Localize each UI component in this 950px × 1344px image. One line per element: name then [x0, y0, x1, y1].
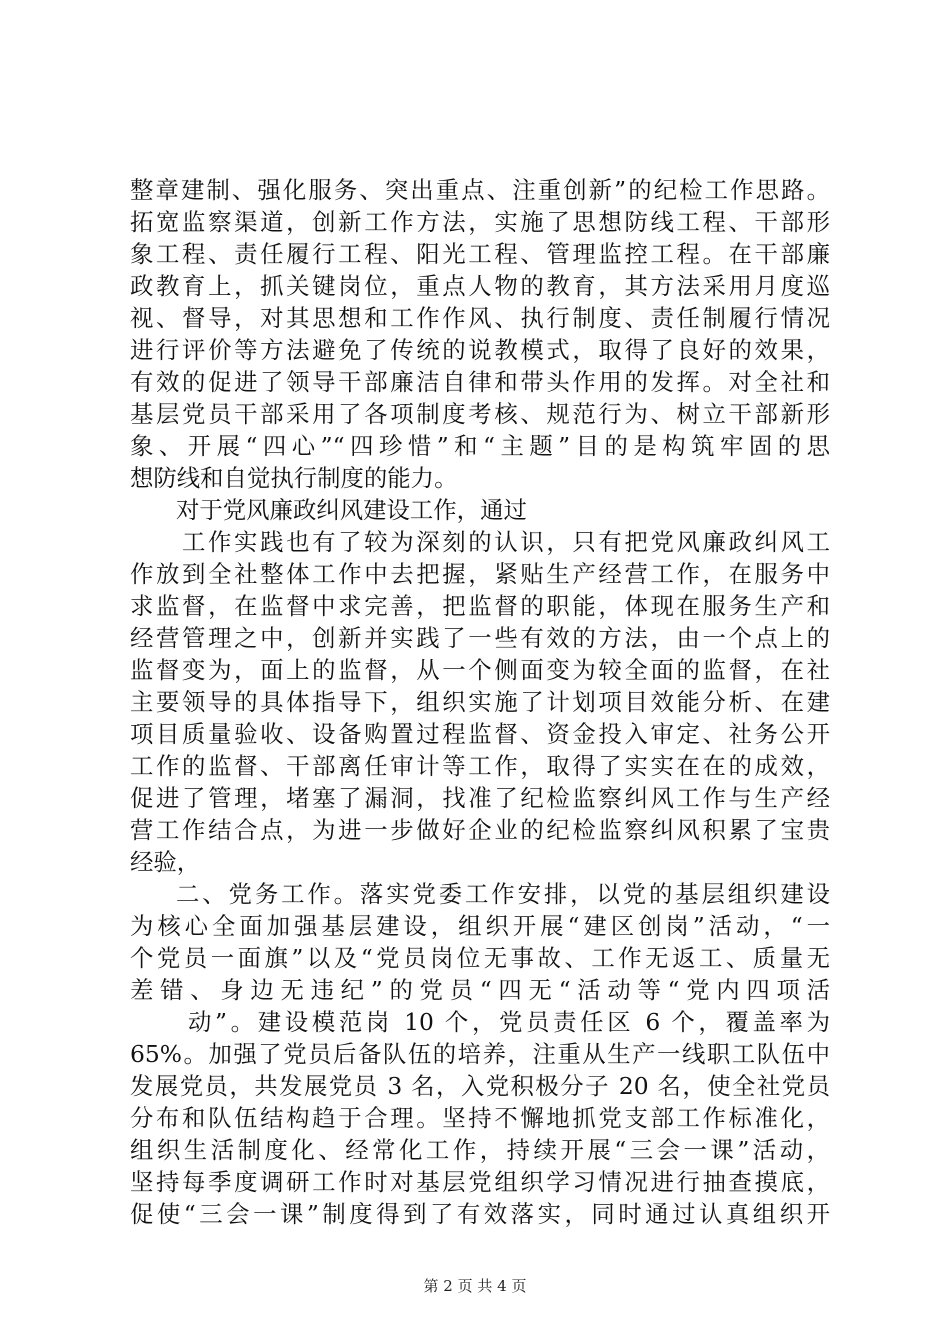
text-line: 经营管理之中，创新并实践了一些有效的方法，由一个点上的 [130, 624, 830, 652]
text-line: 坚持每季度调研工作时对基层党组织学习情况进行抽查摸底， [130, 1168, 830, 1196]
text-line: 差错、身边无违纪”的党员“四无“活动等“党内四项活 [130, 976, 830, 1004]
text-line: 想防线和自觉执行制度的能力。 [130, 464, 458, 492]
text-line: 拓宽监察渠道，创新工作方法，实施了思想防线工程、干部形 [130, 208, 830, 236]
text-line: 项目质量验收、设备购置过程监督、资金投入审定、社务公开 [130, 720, 830, 748]
text-line: 个党员一面旗”以及“党员岗位无事故、工作无返工、质量无 [130, 944, 830, 972]
text-line: 二、党务工作。落实党委工作安排，以党的基层组织建设 [176, 880, 830, 908]
text-line: 经验， [130, 848, 201, 876]
text-line: 基层党员干部采用了各项制度考核、规范行为、树立干部新形 [130, 400, 830, 428]
text-line: 进行评价等方法避免了传统的说教模式，取得了良好的效果， [130, 336, 830, 364]
text-line: 发展党员，共发展党员 3 名，入党积极分子 20 名，使全社党员 [130, 1072, 830, 1100]
text-line: 求监督，在监督中求完善，把监督的职能，体现在服务生产和 [130, 592, 830, 620]
text-line: 为核心全面加强基层建设，组织开展“建区创岗”活动，“一 [130, 912, 830, 940]
text-line: 促进了管理，堵塞了漏洞，找准了纪检监察纠风工作与生产经 [130, 784, 830, 812]
text-line: 营工作结合点，为进一步做好企业的纪检监察纠风积累了宝贵 [130, 816, 830, 844]
text-line: 主要领导的具体指导下，组织实施了计划项目效能分析、在建 [130, 688, 830, 716]
text-line: 动”。建设模范岗 10 个，党员责任区 6 个，覆盖率为 [188, 1008, 830, 1036]
text-line: 整章建制、强化服务、突出重点、注重创新”的纪检工作思路。 [130, 176, 830, 204]
text-line: 分布和队伍结构趋于合理。坚持不懈地抓党支部工作标准化， [130, 1104, 830, 1132]
document-body [130, 174, 830, 1230]
text-line: 视、督导，对其思想和工作作风、执行制度、责任制履行情况 [130, 304, 830, 332]
text-line: 作放到全社整体工作中去把握，紧贴生产经营工作，在服务中 [130, 560, 830, 588]
text-line: 工作实践也有了较为深刻的认识，只有把党风廉政纠风工 [182, 528, 830, 556]
text-line: 监督变为，面上的监督，从一个侧面变为较全面的监督，在社 [130, 656, 830, 684]
text-line: 有效的促进了领导干部廉洁自律和带头作用的发挥。对全社和 [130, 368, 830, 396]
text-line: 组织生活制度化、经常化工作，持续开展“三会一课”活动， [130, 1136, 830, 1164]
text-line: 象、开展“四心”“四珍惜”和“主题”目的是构筑牢固的思 [130, 432, 830, 460]
text-line: 对于党风廉政纠风建设工作，通过 [176, 496, 527, 524]
text-line: 65%。加强了党员后备队伍的培养，注重从生产一线职工队伍中 [130, 1040, 830, 1068]
text-line: 工作的监督、干部离任审计等工作，取得了实实在在的成效， [130, 752, 830, 780]
text-line: 象工程、责任履行工程、阳光工程、管理监控工程。在干部廉 [130, 240, 830, 268]
text-line: 促使“三会一课”制度得到了有效落实，同时通过认真组织开 [130, 1200, 830, 1228]
page-number-footer: 第 2 页 共 4 页 [423, 1277, 527, 1295]
text-line: 政教育上，抓关键岗位，重点人物的教育，其方法采用月度巡 [130, 272, 830, 300]
